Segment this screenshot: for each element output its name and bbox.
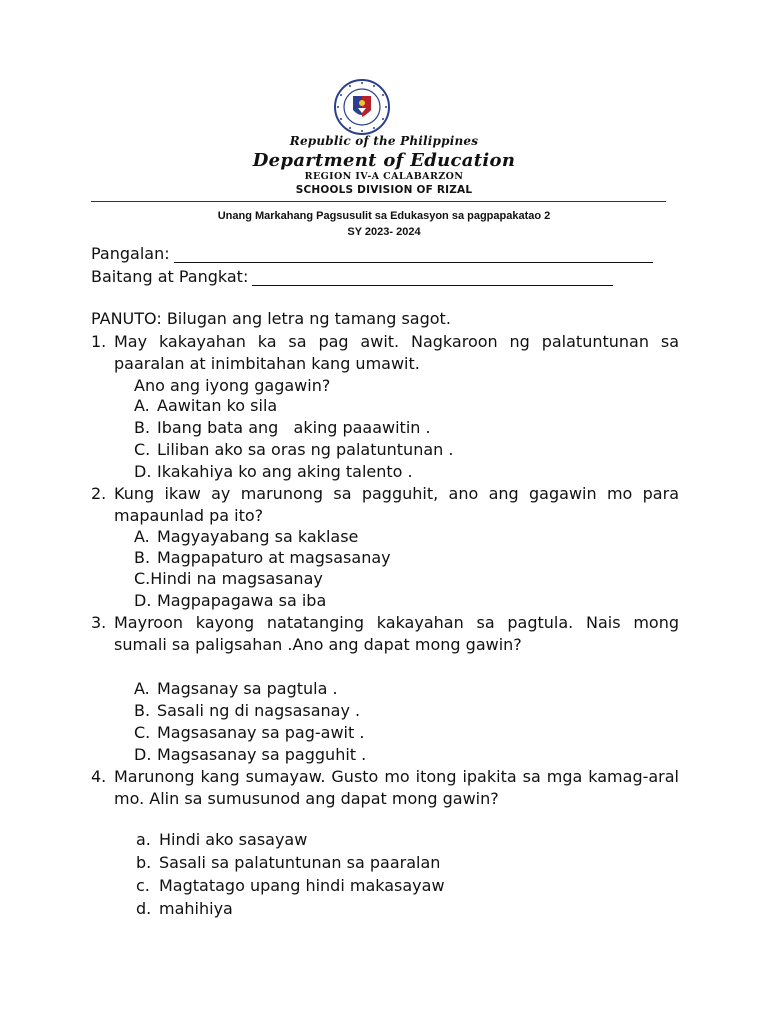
option-3d[interactable]: D. Magsasanay sa pagguhit .	[134, 745, 367, 764]
option-4b[interactable]: b. Sasali sa palatuntunan sa paaralan	[136, 853, 441, 872]
question-stem: Mayroon kayong natatanging kakayahan sa pagtula. Nais mong sumali sa paligsahan .Ano ang dapat mong gawin?	[114, 613, 679, 654]
option-2c[interactable]: C.Hindi na magsasanay	[134, 569, 323, 588]
grade-section-field[interactable]	[91, 267, 613, 286]
option-2d[interactable]: D. Magpapagawa sa iba	[134, 591, 327, 610]
exam-title: Unang Markahang Pagsusulit sa Edukasyon sa pagpapakatao 2	[217, 210, 551, 222]
question-3	[91, 612, 679, 656]
question-number: 3.	[91, 613, 107, 632]
name-blank-line[interactable]	[174, 248, 653, 263]
question-stem: May kakayahan ka sa pag awit. Nagkaroon ng palatuntunan sa paaralan at inimbitahan kang umawit.	[114, 332, 679, 373]
option-3c[interactable]: C. Magsasanay sa pag-awit .	[134, 723, 365, 742]
question-4	[91, 766, 679, 810]
option-4a[interactable]: a. Hindi ako sasayaw	[136, 830, 308, 849]
question-number: 2.	[91, 484, 107, 503]
header-divider	[91, 201, 666, 202]
instructions: PANUTO: Bilugan ang letra ng tamang sagot.	[91, 309, 451, 328]
option-3b[interactable]: B. Sasali ng di nagsasanay .	[134, 701, 361, 720]
question-number: 1.	[91, 332, 107, 351]
option-1b[interactable]: B. Ibang bata ang aking paaawitin .	[134, 418, 431, 437]
question-stem: Marunong kang sumayaw. Gusto mo itong ipakita sa mga kamag-aral mo. Alin sa sumusunod ang dapat mong gawin?	[114, 767, 679, 808]
department-heading: Department of Education	[252, 150, 516, 171]
school-year: SY 2023- 2024	[347, 226, 421, 238]
division-heading: SCHOOLS DIVISION OF RIZAL	[295, 184, 473, 196]
question-stem-continued: Ano ang iyong gagawin?	[134, 376, 331, 395]
deped-seal-logo	[322, 78, 402, 136]
question-1	[91, 331, 679, 397]
option-1c[interactable]: C. Liliban ako sa oras ng palatuntunan .	[134, 440, 454, 459]
option-4c[interactable]: c. Magtatago upang hindi makasayaw	[136, 876, 445, 895]
name-field[interactable]	[91, 244, 653, 263]
name-label: Pangalan:	[91, 244, 170, 263]
question-number: 4.	[91, 767, 107, 786]
grade-section-label: Baitang at Pangkat:	[91, 267, 249, 286]
option-1a[interactable]: A. Aawitan ko sila	[134, 396, 278, 415]
grade-section-blank-line[interactable]	[252, 271, 613, 286]
republic-heading: Republic of the Philippines	[289, 134, 479, 148]
region-heading: REGION IV-A CALABARZON	[304, 171, 464, 182]
question-stem: Kung ikaw ay marunong sa pagguhit, ano ang gagawin mo para mapaunlad pa ito?	[114, 484, 679, 525]
option-2a[interactable]: A. Magyayabang sa kaklase	[134, 527, 359, 546]
option-1d[interactable]: D. Ikakahiya ko ang aking talento .	[134, 462, 413, 481]
question-2	[91, 483, 679, 527]
option-4d[interactable]: d. mahihiya	[136, 899, 233, 918]
option-3a[interactable]: A. Magsanay sa pagtula .	[134, 679, 338, 698]
option-2b[interactable]: B. Magpapaturo at magsasanay	[134, 548, 391, 567]
